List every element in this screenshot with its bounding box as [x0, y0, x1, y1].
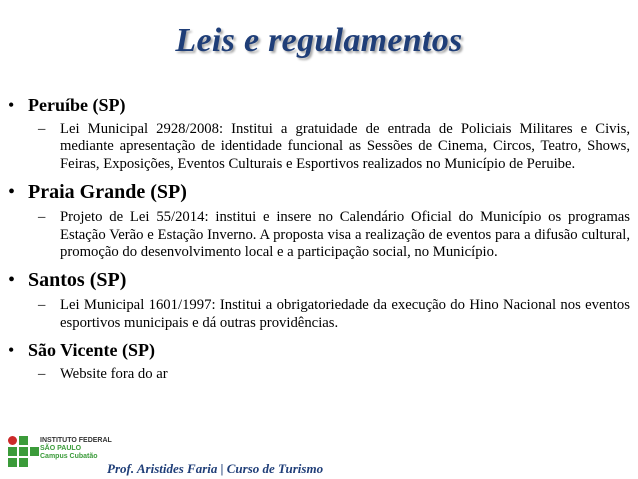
bullet-icon: •: [8, 181, 16, 204]
sub-item: [0, 209, 638, 261]
slide-content: [0, 94, 638, 384]
sub-item: [0, 121, 638, 173]
bullet-item-peruibe: [0, 94, 638, 116]
sub-item-text: Projeto de Lei 55/2014: institui e insere no Calendário Oficial do Município os programas Estação Verão e Estação Inverno. A proposta visa a realização de eventos para a difusão cultural, promoção do desenvolvimento local e a participação social, no Município.: [60, 209, 630, 261]
sub-item: [0, 366, 638, 383]
item-heading: Santos (SP): [28, 269, 127, 292]
bullet-icon: •: [8, 95, 15, 115]
dash-icon: –: [38, 297, 46, 314]
item-heading: Praia Grande (SP): [28, 181, 187, 204]
item-heading: Peruíbe (SP): [28, 95, 126, 115]
sub-item-text: Lei Municipal 1601/1997: Institui a obrigatoriedade da execução do Hino Nacional nos eventos esportivos municipais e dá outras providências.: [60, 297, 630, 331]
footer-credit: Prof. Aristides Faria | Curso de Turismo: [107, 461, 324, 476]
institute-logo-icon: [8, 436, 42, 472]
sub-item: [0, 297, 638, 332]
dash-icon: –: [38, 209, 46, 226]
slide-title: Leis e regulamentos: [175, 22, 463, 59]
logo-line-2: SÃO PAULO: [40, 445, 82, 452]
dash-icon: –: [38, 366, 46, 383]
bullet-item-santos: [0, 268, 638, 292]
bullet-icon: •: [8, 340, 15, 361]
sub-item-text: Lei Municipal 2928/2008: Institui a gratuidade de entrada de Policiais Militares e Civis, mediante apresentação de identidade funcional as Sessões de Cinema, Circos, Teatro, Shows, Feiras, Exposições, Eventos Culturais e Esportivos realizados no Município de Peruibe.: [60, 121, 630, 172]
item-heading: São Vicente (SP): [28, 340, 155, 361]
institute-logo-text: [40, 437, 112, 461]
bullet-item-praia-grande: [0, 180, 638, 204]
bullet-icon: •: [8, 269, 16, 292]
logo-line-3: Campus Cubatão: [40, 453, 98, 460]
bullet-item-sao-vicente: [0, 339, 638, 361]
dash-icon: –: [38, 121, 46, 137]
logo-line-1: INSTITUTO FEDERAL: [40, 437, 112, 444]
sub-item-text: Website fora do ar: [60, 366, 168, 383]
